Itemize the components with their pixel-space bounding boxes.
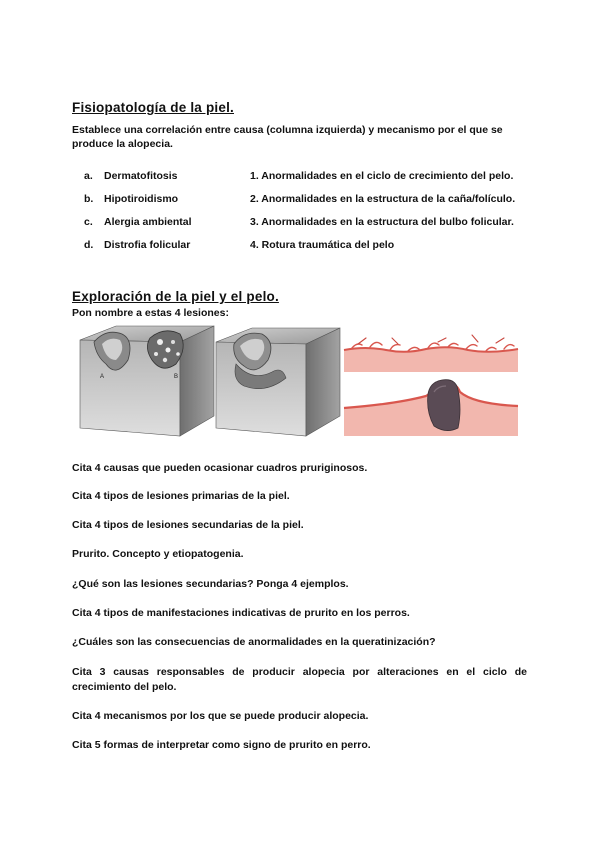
question-10: Cita 5 formas de interpretar como signo de prurito en perro. (72, 739, 371, 751)
lesion-figure-2 (216, 328, 340, 436)
question-4: Prurito. Concepto y etiopatogenia. (72, 548, 244, 560)
question-3: Cita 4 tipos de lesiones secundarias de la piel. (72, 519, 304, 531)
row-letter: d. (84, 239, 94, 251)
row-mechanism: 4. Rotura traumática del pelo (250, 239, 395, 251)
lesion-figure-1 (80, 326, 214, 436)
row-letter: a. (84, 170, 93, 182)
row-mechanism: 2. Anormalidades en la estructura de la caña/folículo. (250, 193, 516, 205)
question-8: Cita 3 causas responsables de producir alopecia por alteraciones en el ciclo de crecimiento del pelo. (72, 666, 527, 693)
row-mechanism: 1. Anormalidades en el ciclo de crecimiento del pelo. (250, 170, 514, 182)
section1-instructions: Establece una correlación entre causa (columna izquierda) y mecanismo por el que se produce la alopecia. (72, 124, 503, 150)
row-mechanism: 3. Anormalidades en la estructura del bulbo folicular. (250, 216, 514, 228)
row-letter: b. (84, 193, 94, 205)
question-2: Cita 4 tipos de lesiones primarias de la piel. (72, 490, 290, 502)
section2-title: Exploración de la piel y el pelo. (72, 289, 279, 304)
question-7: ¿Cuáles son las consecuencias de anormalidades en la queratinización? (72, 636, 436, 648)
row-cause: Dermatofitosis (104, 170, 178, 182)
match-row (84, 239, 544, 253)
lesion-figure-4 (344, 378, 518, 436)
figure-label-b: B (174, 374, 179, 380)
question-1: Cita 4 causas que pueden ocasionar cuadros pruriginosos. (72, 462, 368, 474)
row-cause: Distrofia folicular (104, 239, 191, 251)
lesion-figures (76, 320, 526, 438)
question-6: Cita 4 tipos de manifestaciones indicativas de prurito en los perros. (72, 607, 410, 619)
question-5: ¿Qué son las lesiones secundarias? Ponga 4 ejemplos. (72, 578, 349, 590)
lesion-figure-3 (344, 322, 518, 374)
question-9: Cita 4 mecanismos por los que se puede producir alopecia. (72, 710, 369, 722)
match-row (84, 193, 544, 207)
section2-instructions: Pon nombre a estas 4 lesiones: (72, 307, 229, 319)
figure-label-a: A (100, 374, 105, 380)
row-cause: Hipotiroidismo (104, 193, 179, 205)
row-letter: c. (84, 216, 93, 228)
match-row (84, 216, 544, 230)
match-row (84, 170, 544, 184)
row-cause: Alergia ambiental (104, 216, 192, 228)
section1-title: Fisiopatología de la piel. (72, 100, 234, 115)
